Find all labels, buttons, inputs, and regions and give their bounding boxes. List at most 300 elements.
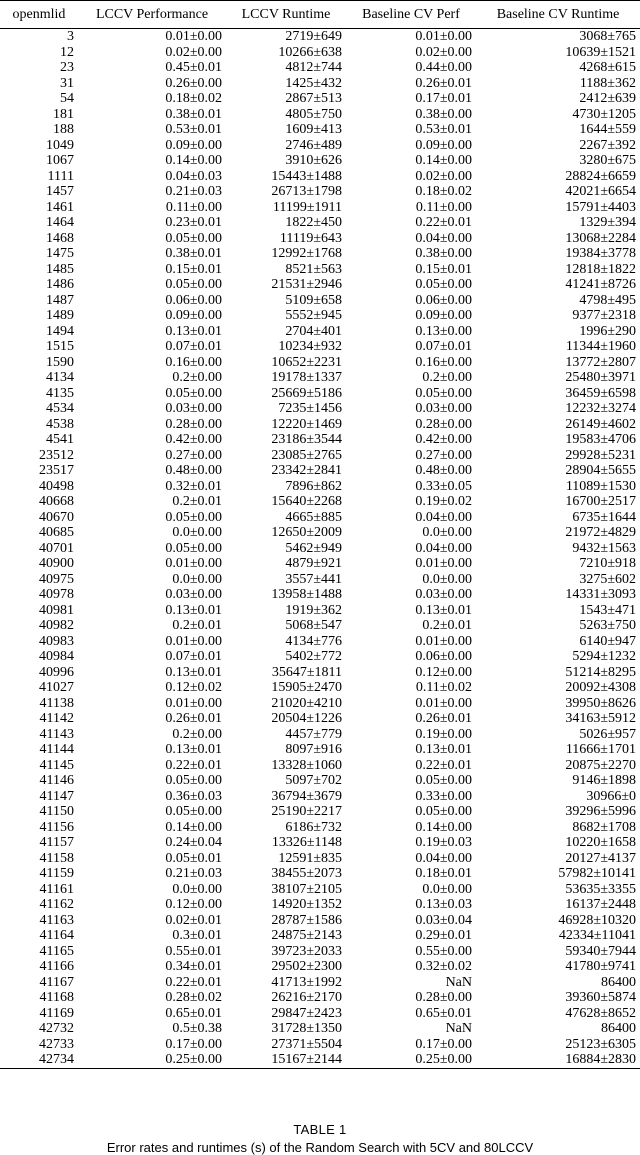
table-row [0,417,640,433]
table-row [0,727,640,743]
baseline-cv-runtime-cell: 1996±290 [579,323,636,339]
baseline-cv-perf-cell: 0.18±0.01 [415,866,472,881]
baseline-cv-perf-cell: 0.17±0.01 [415,91,472,106]
baseline-cv-runtime-cell: 19583±4706 [565,432,636,447]
openmlid-cell: 41159 [39,866,74,881]
openmlid-cell: 181 [53,106,74,122]
table-row [0,510,640,526]
openmlid-cell: 1468 [46,230,74,246]
table-row [0,138,640,154]
baseline-cv-perf-cell: 0.65±0.01 [415,1005,472,1021]
baseline-cv-perf-cell: 0.14±0.00 [415,153,472,168]
baseline-cv-runtime-cell: 39296±5996 [565,804,636,819]
table-row [0,448,640,464]
lccv-performance-cell: 0.14±0.00 [165,819,222,835]
baseline-cv-runtime-cell: 19384±3778 [565,246,636,261]
table-row [0,386,640,402]
openmlid-cell: 23512 [39,447,74,463]
lccv-performance-cell: 0.12±0.00 [165,897,222,912]
lccv-performance-cell: 0.11±0.00 [165,199,222,215]
table-row [0,1037,640,1053]
table-row [0,696,640,712]
table-row [0,587,640,603]
lccv-performance-cell: 0.28±0.02 [165,990,222,1005]
baseline-cv-runtime-cell: 16700±2517 [565,494,636,509]
baseline-cv-runtime-cell: 3068±765 [579,29,636,44]
lccv-runtime-cell: 5109±658 [285,292,342,308]
baseline-cv-perf-cell: 0.33±0.00 [415,788,472,804]
baseline-cv-runtime-cell: 9432±1563 [572,540,636,556]
lccv-runtime-cell: 1425±432 [285,75,342,91]
openmlid-cell: 41158 [39,850,74,866]
lccv-performance-cell: 0.01±0.00 [165,556,222,571]
openmlid-cell: 40975 [39,571,74,587]
table-row [0,215,640,231]
baseline-cv-perf-cell: 0.0±0.00 [422,571,472,587]
table-row [0,541,640,557]
openmlid-cell: 1111 [47,168,74,184]
openmlid-cell: 40900 [39,556,74,571]
baseline-cv-perf-cell: 0.01±0.00 [415,556,472,571]
openmlid-cell: 40996 [39,664,74,680]
lccv-performance-cell: 0.2±0.01 [172,494,222,509]
lccv-performance-cell: 0.55±0.01 [165,943,222,959]
table-row [0,463,640,479]
openmlid-cell: 41144 [39,742,74,757]
baseline-cv-perf-cell: 0.48±0.00 [415,463,472,478]
baseline-cv-runtime-cell: 29928±5231 [565,447,636,463]
openmlid-cell: 41138 [39,695,74,711]
baseline-cv-runtime-cell: 30966±0 [586,788,636,804]
lccv-performance-cell: 0.2±0.01 [172,618,222,633]
baseline-cv-runtime-cell: 11089±1530 [565,478,636,494]
lccv-performance-cell: 0.42±0.00 [165,432,222,447]
table-row [0,76,640,92]
lccv-performance-cell: 0.21±0.03 [165,184,222,199]
baseline-cv-perf-cell: 0.02±0.00 [415,44,472,60]
baseline-cv-runtime-cell: 25480±3971 [565,370,636,385]
lccv-runtime-cell: 4812±744 [285,60,342,75]
lccv-performance-cell: 0.26±0.01 [165,711,222,726]
baseline-cv-runtime-cell: 20127±4137 [565,850,636,866]
openmlid-cell: 41156 [39,819,74,835]
baseline-cv-perf-cell: 0.13±0.00 [415,323,472,339]
openmlid-cell: 41169 [39,1005,74,1021]
baseline-cv-perf-cell: 0.09±0.00 [415,137,472,153]
baseline-cv-runtime-cell: 34163±5912 [565,711,636,726]
lccv-performance-cell: 0.27±0.00 [165,447,222,463]
lccv-runtime-cell: 23186±3544 [271,432,342,447]
lccv-performance-cell: 0.07±0.01 [165,339,222,354]
baseline-cv-runtime-cell: 28824±6659 [565,168,636,184]
baseline-cv-perf-cell: 0.28±0.00 [415,990,472,1005]
baseline-cv-runtime-cell: 6140±947 [579,633,636,649]
table-row [0,773,640,789]
baseline-cv-perf-cell: 0.42±0.00 [415,432,472,447]
baseline-cv-runtime-cell: 26149±4602 [565,416,636,432]
lccv-runtime-cell: 2867±513 [285,91,342,106]
openmlid-cell: 4135 [46,385,74,401]
baseline-cv-perf-cell: 0.11±0.02 [415,680,472,695]
lccv-performance-cell: 0.13±0.01 [165,664,222,680]
openmlid-cell: 41164 [39,928,74,943]
lccv-performance-cell: 0.05±0.00 [165,540,222,556]
lccv-performance-cell: 0.23±0.01 [165,215,222,230]
baseline-cv-runtime-cell: 20875±2270 [565,757,636,773]
baseline-cv-perf-cell: 0.03±0.04 [415,912,472,928]
baseline-cv-perf-cell: 0.19±0.00 [415,726,472,742]
baseline-cv-perf-cell: 0.05±0.00 [415,773,472,788]
col-header-baseline-cv-runtime: Baseline CV Runtime [476,1,640,29]
lccv-runtime-cell: 23342±2841 [271,463,342,478]
lccv-performance-cell: 0.02±0.01 [165,912,222,928]
lccv-runtime-cell: 5402±772 [285,649,342,664]
baseline-cv-perf-cell: 0.13±0.03 [415,897,472,912]
baseline-cv-perf-cell: 0.09±0.00 [415,308,472,323]
lccv-performance-cell: 0.15±0.01 [165,261,222,277]
openmlid-cell: 41165 [39,943,74,959]
lccv-performance-cell: 0.02±0.00 [165,44,222,60]
baseline-cv-runtime-cell: 16884±2830 [476,1052,640,1068]
baseline-cv-runtime-cell: 4730±1205 [572,106,636,122]
baseline-cv-perf-cell: 0.05±0.00 [415,804,472,819]
lccv-runtime-cell: 1609±413 [285,122,342,137]
baseline-cv-runtime-cell: 86400 [601,974,636,990]
lccv-performance-cell: 0.24±0.04 [165,835,222,850]
lccv-performance-cell: 0.5±0.38 [172,1021,222,1036]
table-row [0,866,640,882]
lccv-runtime-cell: 25190±2217 [271,804,342,819]
baseline-cv-perf-cell: 0.12±0.00 [415,664,472,680]
table-row [0,494,640,510]
table-row [0,711,640,727]
baseline-cv-runtime-cell: 12232±3274 [565,401,636,416]
lccv-performance-cell: 0.26±0.00 [165,75,222,91]
baseline-cv-runtime-cell: 9146±1898 [572,773,636,788]
lccv-runtime-cell: 3557±441 [285,571,342,587]
table-caption-text: Error rates and runtimes (s) of the Random Search with 5CV and 80LCCV [106,1140,534,1155]
baseline-cv-perf-cell: 0.13±0.01 [415,742,472,757]
baseline-cv-perf-cell: 0.0±0.00 [422,881,472,897]
lccv-performance-cell: 0.36±0.03 [165,788,222,804]
openmlid-cell: 1457 [46,184,74,199]
baseline-cv-runtime-cell: 51214±8295 [565,664,636,680]
lccv-performance-cell: 0.13±0.01 [165,742,222,757]
lccv-runtime-cell: 21020±4210 [271,695,342,711]
lccv-runtime-cell: 28787±1586 [271,912,342,928]
openmlid-cell: 41027 [39,680,74,695]
lccv-runtime-cell: 25669±5186 [271,385,342,401]
baseline-cv-runtime-cell: 25123±6305 [565,1036,636,1052]
lccv-performance-cell: 0.03±0.00 [165,587,222,602]
openmlid-cell: 41147 [39,788,74,804]
baseline-cv-perf-cell: 0.05±0.00 [415,385,472,401]
lccv-performance-cell: 0.13±0.01 [165,602,222,618]
table-row [0,913,640,929]
baseline-cv-runtime-cell: 12818±1822 [565,261,636,277]
lccv-runtime-cell: 2704±401 [285,323,342,339]
lccv-performance-cell: 0.05±0.01 [165,850,222,866]
lccv-performance-cell: 0.0±0.00 [172,881,222,897]
baseline-cv-runtime-cell: 53635±3355 [565,881,636,897]
lccv-performance-cell: 0.21±0.03 [165,866,222,881]
lccv-runtime-cell: 5462±949 [285,540,342,556]
baseline-cv-perf-cell: 0.18±0.02 [415,184,472,199]
lccv-runtime-cell: 6186±732 [285,819,342,835]
lccv-runtime-cell: 39723±2033 [271,943,342,959]
baseline-cv-perf-cell: 0.32±0.02 [415,959,472,974]
table-row [0,603,640,619]
lccv-runtime-cell: 3910±626 [285,153,342,168]
lccv-performance-cell: 0.53±0.01 [165,122,222,137]
openmlid-cell: 1464 [46,215,74,230]
baseline-cv-runtime-cell: 16137±2448 [565,897,636,912]
col-header-baseline-cv-perf: Baseline CV Perf [346,1,476,29]
openmlid-cell: 23 [60,60,74,75]
baseline-cv-perf-cell: 0.53±0.01 [415,122,472,137]
lccv-performance-cell: 0.05±0.00 [165,773,222,788]
table-row [0,882,640,898]
lccv-performance-cell: 0.05±0.00 [165,385,222,401]
lccv-runtime-cell: 11199±1911 [272,199,342,215]
table-row [0,29,640,45]
baseline-cv-runtime-cell: 3275±602 [579,571,636,587]
openmlid-cell: 41157 [39,835,74,850]
lccv-performance-cell: 0.05±0.00 [165,277,222,292]
lccv-runtime-cell: 7235±1456 [278,401,342,416]
lccv-runtime-cell: 10652±2231 [271,354,342,370]
openmlid-cell: 4134 [46,370,74,385]
lccv-performance-cell: 0.22±0.01 [165,757,222,773]
table-row [0,1006,640,1022]
openmlid-cell: 1489 [46,308,74,323]
table-row [0,572,640,588]
table-row [0,45,640,61]
lccv-runtime-cell: 27371±5504 [271,1036,342,1052]
openmlid-cell: 42732 [39,1021,74,1036]
openmlid-cell: 1590 [46,354,74,370]
openmlid-cell: 41161 [39,881,74,897]
lccv-runtime-cell: 19178±1337 [271,370,342,385]
baseline-cv-perf-cell: 0.01±0.00 [415,29,472,44]
lccv-runtime-cell: 10234±932 [278,339,342,354]
openmlid-cell: 41142 [39,711,74,726]
baseline-cv-runtime-cell: 47628±8652 [565,1005,636,1021]
baseline-cv-runtime-cell: 4798±495 [579,292,636,308]
table-row [0,835,640,851]
lccv-runtime-cell: 13328±1060 [271,757,342,773]
baseline-cv-runtime-cell: 21972±4829 [565,525,636,540]
table-row [0,944,640,960]
baseline-cv-runtime-cell: 1644±559 [579,122,636,137]
openmlid-cell: 41168 [39,990,74,1005]
table-row [0,370,640,386]
lccv-performance-cell: 0.48±0.00 [165,463,222,478]
lccv-performance-cell: 0.34±0.01 [165,959,222,974]
baseline-cv-runtime-cell: 1188±362 [579,75,636,91]
table-row [0,339,640,355]
baseline-cv-perf-cell: 0.04±0.00 [415,230,472,246]
baseline-cv-runtime-cell: 86400 [601,1021,636,1036]
baseline-cv-runtime-cell: 9377±2318 [572,308,636,323]
lccv-runtime-cell: 15905±2470 [271,680,342,695]
baseline-cv-perf-cell: 0.22±0.01 [415,215,472,230]
baseline-cv-runtime-cell: 14331±3093 [565,587,636,602]
lccv-runtime-cell: 2746±489 [285,137,342,153]
table-row [0,851,640,867]
baseline-cv-perf-cell: NaN [445,1021,472,1036]
baseline-cv-perf-cell: 0.15±0.01 [415,261,472,277]
baseline-cv-perf-cell: 0.06±0.00 [415,292,472,308]
openmlid-cell: 1067 [46,153,74,168]
lccv-performance-cell: 0.01±0.00 [165,633,222,649]
openmlid-cell: 12 [60,44,74,60]
baseline-cv-perf-cell: 0.01±0.00 [415,633,472,649]
lccv-performance-cell: 0.17±0.00 [165,1036,222,1052]
table-row [0,634,640,650]
lccv-runtime-cell: 4457±779 [285,726,342,742]
table-row [0,680,640,696]
table-row [0,277,640,293]
table-row [0,169,640,185]
lccv-performance-cell: 0.14±0.00 [165,153,222,168]
baseline-cv-perf-cell: 0.25±0.00 [346,1052,476,1068]
baseline-cv-perf-cell: 0.38±0.00 [415,246,472,261]
openmlid-cell: 40668 [39,494,74,509]
col-header-lccv-runtime: LCCV Runtime [226,1,346,29]
baseline-cv-perf-cell: 0.33±0.05 [415,478,472,494]
baseline-cv-perf-cell: 0.26±0.01 [415,711,472,726]
openmlid-cell: 3 [67,29,74,44]
table-row [0,324,640,340]
lccv-performance-cell: 0.22±0.01 [165,974,222,990]
openmlid-cell: 188 [53,122,74,137]
table-row [0,758,640,774]
table-row [0,975,640,991]
openmlid-cell: 4541 [46,432,74,447]
table-row [0,355,640,371]
baseline-cv-runtime-cell: 13772±2807 [565,354,636,370]
table-row [0,200,640,216]
openmlid-cell: 40498 [39,478,74,494]
lccv-runtime-cell: 12591±835 [278,850,342,866]
lccv-runtime-cell: 38455±2073 [271,866,342,881]
lccv-runtime-cell: 13958±1488 [271,587,342,602]
openmlid-cell: 1487 [46,292,74,308]
baseline-cv-perf-cell: 0.27±0.00 [415,447,472,463]
table-body [0,29,640,1069]
baseline-cv-runtime-cell: 5294±1232 [572,649,636,664]
baseline-cv-perf-cell: 0.02±0.00 [415,168,472,184]
table-row [0,479,640,495]
baseline-cv-perf-cell: 0.04±0.00 [415,850,472,866]
baseline-cv-perf-cell: 0.26±0.01 [415,75,472,91]
openmlid-cell: 23517 [39,463,74,478]
baseline-cv-runtime-cell: 11666±1701 [565,742,636,757]
baseline-cv-perf-cell: 0.2±0.01 [422,618,472,633]
openmlid-cell: 40981 [39,602,74,618]
baseline-cv-perf-cell: 0.16±0.00 [415,354,472,370]
lccv-performance-cell: 0.09±0.00 [165,137,222,153]
table-row [0,665,640,681]
table-row [0,618,640,634]
baseline-cv-runtime-cell: 28904±5655 [565,463,636,478]
lccv-performance-cell: 0.07±0.01 [165,649,222,664]
table-row [0,246,640,262]
baseline-cv-runtime-cell: 5026±957 [579,726,636,742]
lccv-performance-cell: 0.04±0.03 [165,168,222,184]
lccv-runtime-cell: 26713±1798 [271,184,342,199]
lccv-runtime-cell: 5097±702 [285,773,342,788]
table-caption-label: TABLE 1 [293,1122,347,1137]
lccv-runtime-cell: 1822±450 [285,215,342,230]
lccv-performance-cell: 0.16±0.00 [165,354,222,370]
table-row [0,91,640,107]
openmlid-cell: 41162 [39,897,74,912]
baseline-cv-perf-cell: 0.01±0.00 [415,695,472,711]
openmlid-cell: 41146 [39,773,74,788]
baseline-cv-runtime-cell: 42334±11041 [558,928,636,943]
openmlid-cell: 1049 [46,137,74,153]
lccv-performance-cell: 0.05±0.00 [165,804,222,819]
openmlid-cell: 41150 [39,804,74,819]
baseline-cv-perf-cell: 0.06±0.00 [415,649,472,664]
table-row [0,401,640,417]
lccv-performance-cell: 0.18±0.02 [165,91,222,106]
lccv-runtime-cell: 8521±563 [285,261,342,277]
table-row [0,990,640,1006]
baseline-cv-runtime-cell: 59340±7944 [565,943,636,959]
baseline-cv-perf-cell: 0.05±0.00 [415,277,472,292]
baseline-cv-perf-cell: 0.03±0.00 [415,401,472,416]
openmlid-cell: 41145 [39,757,74,773]
lccv-runtime-cell: 12650±2009 [271,525,342,540]
baseline-cv-runtime-cell: 3280±675 [579,153,636,168]
openmlid-cell: 4538 [46,416,74,432]
lccv-runtime-cell: 24875±2143 [271,928,342,943]
openmlid-cell: 42734 [0,1052,78,1068]
lccv-runtime-cell: 35647±1811 [271,664,342,680]
lccv-runtime-cell: 5552±945 [285,308,342,323]
baseline-cv-perf-cell: 0.55±0.00 [415,943,472,959]
openmlid-cell: 54 [60,91,74,106]
baseline-cv-perf-cell: 0.07±0.01 [415,339,472,354]
baseline-cv-runtime-cell: 36459±6598 [565,385,636,401]
table-row [0,107,640,123]
lccv-performance-cell: 0.13±0.01 [165,323,222,339]
baseline-cv-perf-cell: 0.17±0.00 [415,1036,472,1052]
lccv-performance-cell: 0.3±0.01 [172,928,222,943]
openmlid-cell: 42733 [39,1036,74,1052]
lccv-performance-cell: 0.05±0.00 [165,230,222,246]
baseline-cv-runtime-cell: 1543±471 [579,602,636,618]
lccv-runtime-cell: 10266±638 [278,44,342,60]
baseline-cv-runtime-cell: 1329±394 [579,215,636,230]
lccv-performance-cell: 0.28±0.00 [165,416,222,432]
baseline-cv-perf-cell: 0.28±0.00 [415,416,472,432]
lccv-performance-cell: 0.01±0.00 [165,695,222,711]
lccv-runtime-cell: 1919±362 [285,602,342,618]
baseline-cv-perf-cell: 0.22±0.01 [415,757,472,773]
openmlid-cell: 40982 [39,618,74,633]
lccv-runtime-cell: 15167±2144 [226,1052,346,1068]
table-row [0,184,640,200]
lccv-runtime-cell: 23085±2765 [271,447,342,463]
lccv-performance-cell: 0.2±0.00 [172,370,222,385]
openmlid-cell: 1475 [46,246,74,261]
lccv-performance-cell: 0.09±0.00 [165,308,222,323]
lccv-runtime-cell: 4665±885 [285,509,342,525]
